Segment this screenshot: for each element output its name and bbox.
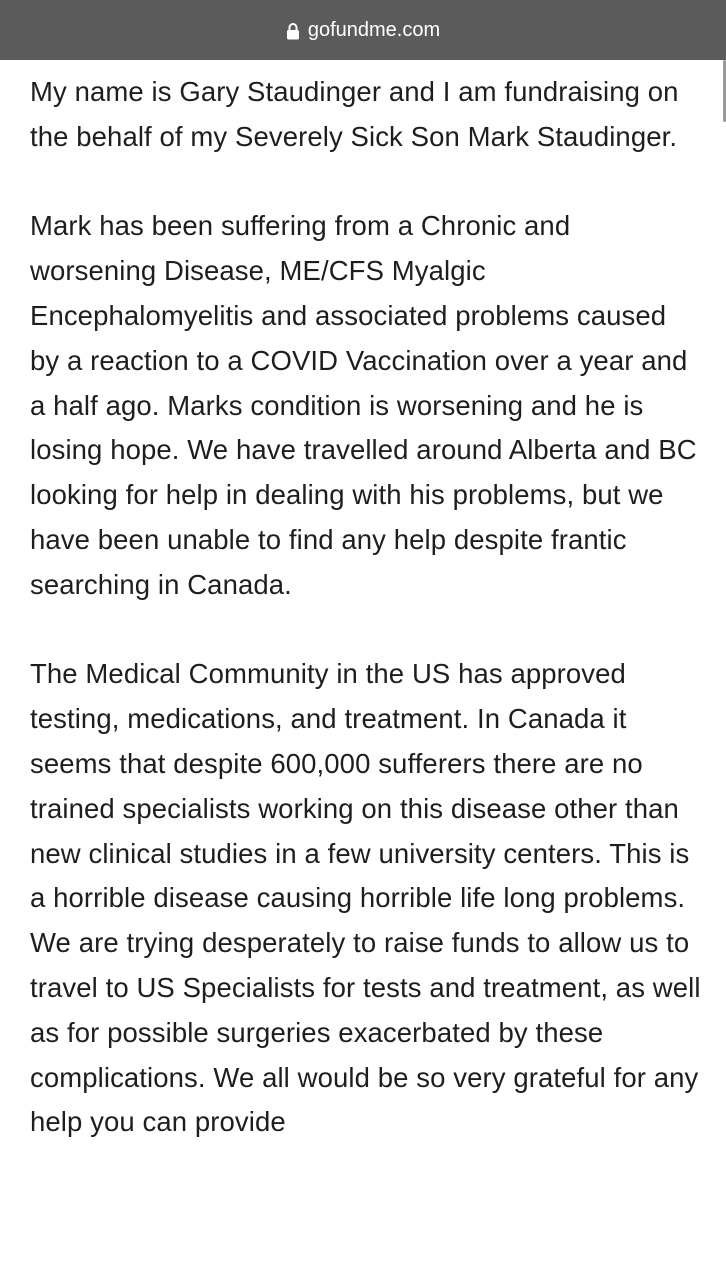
story-text [30,70,702,1190]
story-paragraph: Mark has been suffering from a Chronic and worsening Disease, ME/CFS Myalgic Encephalomyelitis and associated problems caused by a reaction to a COVID Vaccination over a year and a half ago. Marks condition is worsening and he is losing hope. We have travelled around Alberta and BC looking for help in dealing with his problems, but we have been unable to find any help despite frantic searching in Canada. [30,210,697,600]
url-text: gofundme.com [307,18,441,41]
browser-address-bar[interactable] [0,0,726,60]
lock-icon [286,22,300,40]
story-paragraph: My name is Gary Staudinger and I am fundraising on the behalf of my Severely Sick Son Mark Staudinger. [30,76,679,152]
story-paragraph: The Medical Community in the US has approved testing, medications, and treatment. In Canada it seems that despite 600,000 sufferers there are no trained specialists working on this disease other than new clinical studies in a few university centers. This is a horrible disease causing horrible life long problems. We are trying desperately to raise funds to allow us to travel to US Specialists for tests and treatment, as well as for possible surgeries exacerbated by these complications. We all would be so very grateful for any help you can provide [30,658,701,1138]
